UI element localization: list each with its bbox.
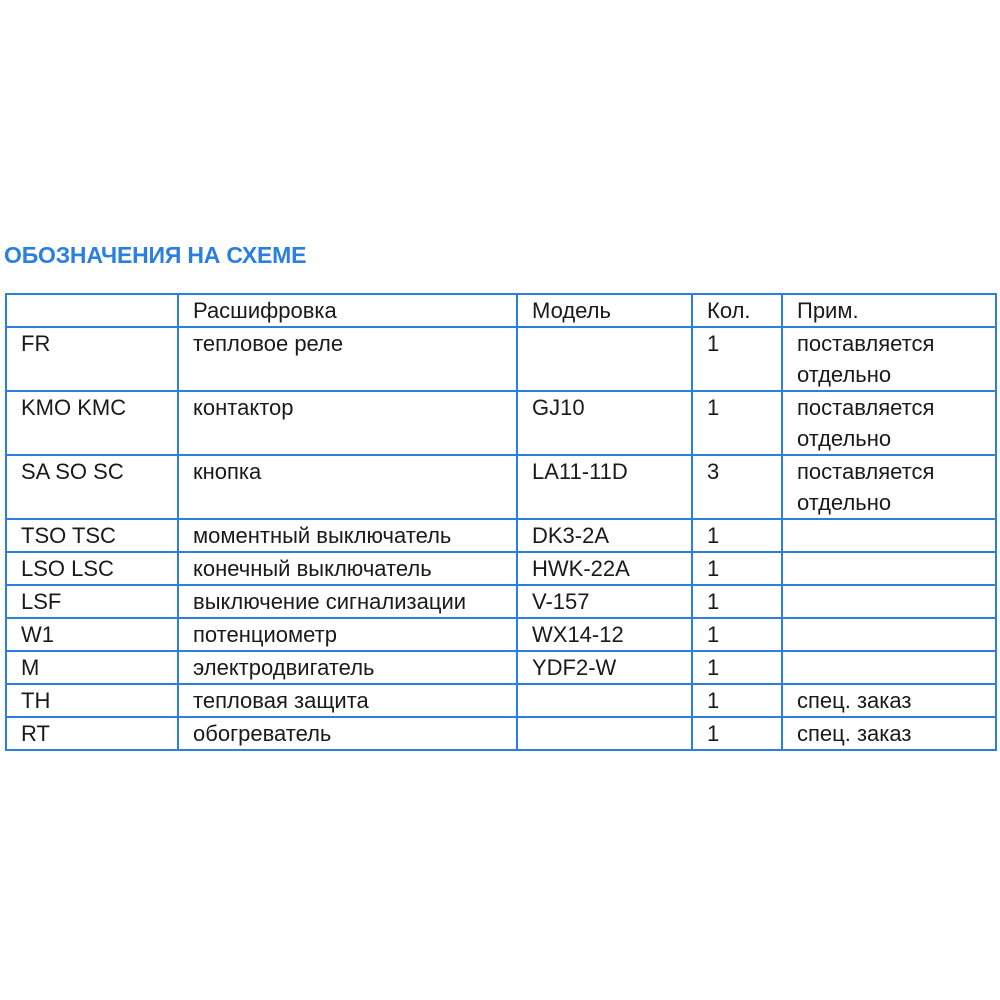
table-header-row <box>6 294 996 327</box>
header-model: Модель <box>517 294 692 327</box>
cell-model: HWK-22A <box>517 552 692 585</box>
cell-note <box>782 651 996 684</box>
cell-code: LSF <box>6 585 178 618</box>
table-row <box>6 455 996 519</box>
cell-quantity: 1 <box>692 618 782 651</box>
cell-note <box>782 519 996 552</box>
header-code <box>6 294 178 327</box>
cell-quantity: 1 <box>692 391 782 455</box>
cell-code: TH <box>6 684 178 717</box>
cell-code: SA SO SC <box>6 455 178 519</box>
cell-description: тепловое реле <box>178 327 517 391</box>
cell-description: контактор <box>178 391 517 455</box>
cell-model: YDF2-W <box>517 651 692 684</box>
cell-model <box>517 717 692 750</box>
cell-note: поставляется отдельно <box>782 455 996 519</box>
cell-model <box>517 327 692 391</box>
cell-note <box>782 585 996 618</box>
table-row <box>6 552 996 585</box>
cell-description: электродвигатель <box>178 651 517 684</box>
cell-code: LSO LSC <box>6 552 178 585</box>
cell-code: KMO KMC <box>6 391 178 455</box>
cell-quantity: 1 <box>692 519 782 552</box>
table-row <box>6 651 996 684</box>
cell-quantity: 1 <box>692 585 782 618</box>
cell-model: LA11-11D <box>517 455 692 519</box>
header-quantity: Кол. <box>692 294 782 327</box>
cell-description: выключение сигнализации <box>178 585 517 618</box>
cell-description: кнопка <box>178 455 517 519</box>
cell-note: поставляется отдельно <box>782 391 996 455</box>
table-row <box>6 327 996 391</box>
cell-model: GJ10 <box>517 391 692 455</box>
table-row <box>6 391 996 455</box>
cell-quantity: 1 <box>692 327 782 391</box>
cell-quantity: 1 <box>692 651 782 684</box>
header-description: Расшифровка <box>178 294 517 327</box>
table-row <box>6 684 996 717</box>
table-row <box>6 585 996 618</box>
cell-model <box>517 684 692 717</box>
header-note: Прим. <box>782 294 996 327</box>
cell-code: W1 <box>6 618 178 651</box>
cell-model: DK3-2A <box>517 519 692 552</box>
cell-code: TSO TSC <box>6 519 178 552</box>
cell-note: поставляется отдельно <box>782 327 996 391</box>
cell-description: потенциометр <box>178 618 517 651</box>
cell-description: конечный выключатель <box>178 552 517 585</box>
legend-table <box>5 293 997 751</box>
cell-note <box>782 552 996 585</box>
cell-description: тепловая защита <box>178 684 517 717</box>
section-title: ОБОЗНАЧЕНИЯ НА СХЕМЕ <box>4 242 307 268</box>
cell-code: M <box>6 651 178 684</box>
cell-note: спец. заказ <box>782 684 996 717</box>
cell-note <box>782 618 996 651</box>
table-row <box>6 717 996 750</box>
cell-quantity: 1 <box>692 684 782 717</box>
table-row <box>6 519 996 552</box>
table-row <box>6 618 996 651</box>
cell-description: моментный выключатель <box>178 519 517 552</box>
cell-code: FR <box>6 327 178 391</box>
cell-note: спец. заказ <box>782 717 996 750</box>
cell-quantity: 3 <box>692 455 782 519</box>
cell-quantity: 1 <box>692 552 782 585</box>
cell-model: WX14-12 <box>517 618 692 651</box>
cell-code: RT <box>6 717 178 750</box>
cell-model: V-157 <box>517 585 692 618</box>
cell-description: обогреватель <box>178 717 517 750</box>
cell-quantity: 1 <box>692 717 782 750</box>
